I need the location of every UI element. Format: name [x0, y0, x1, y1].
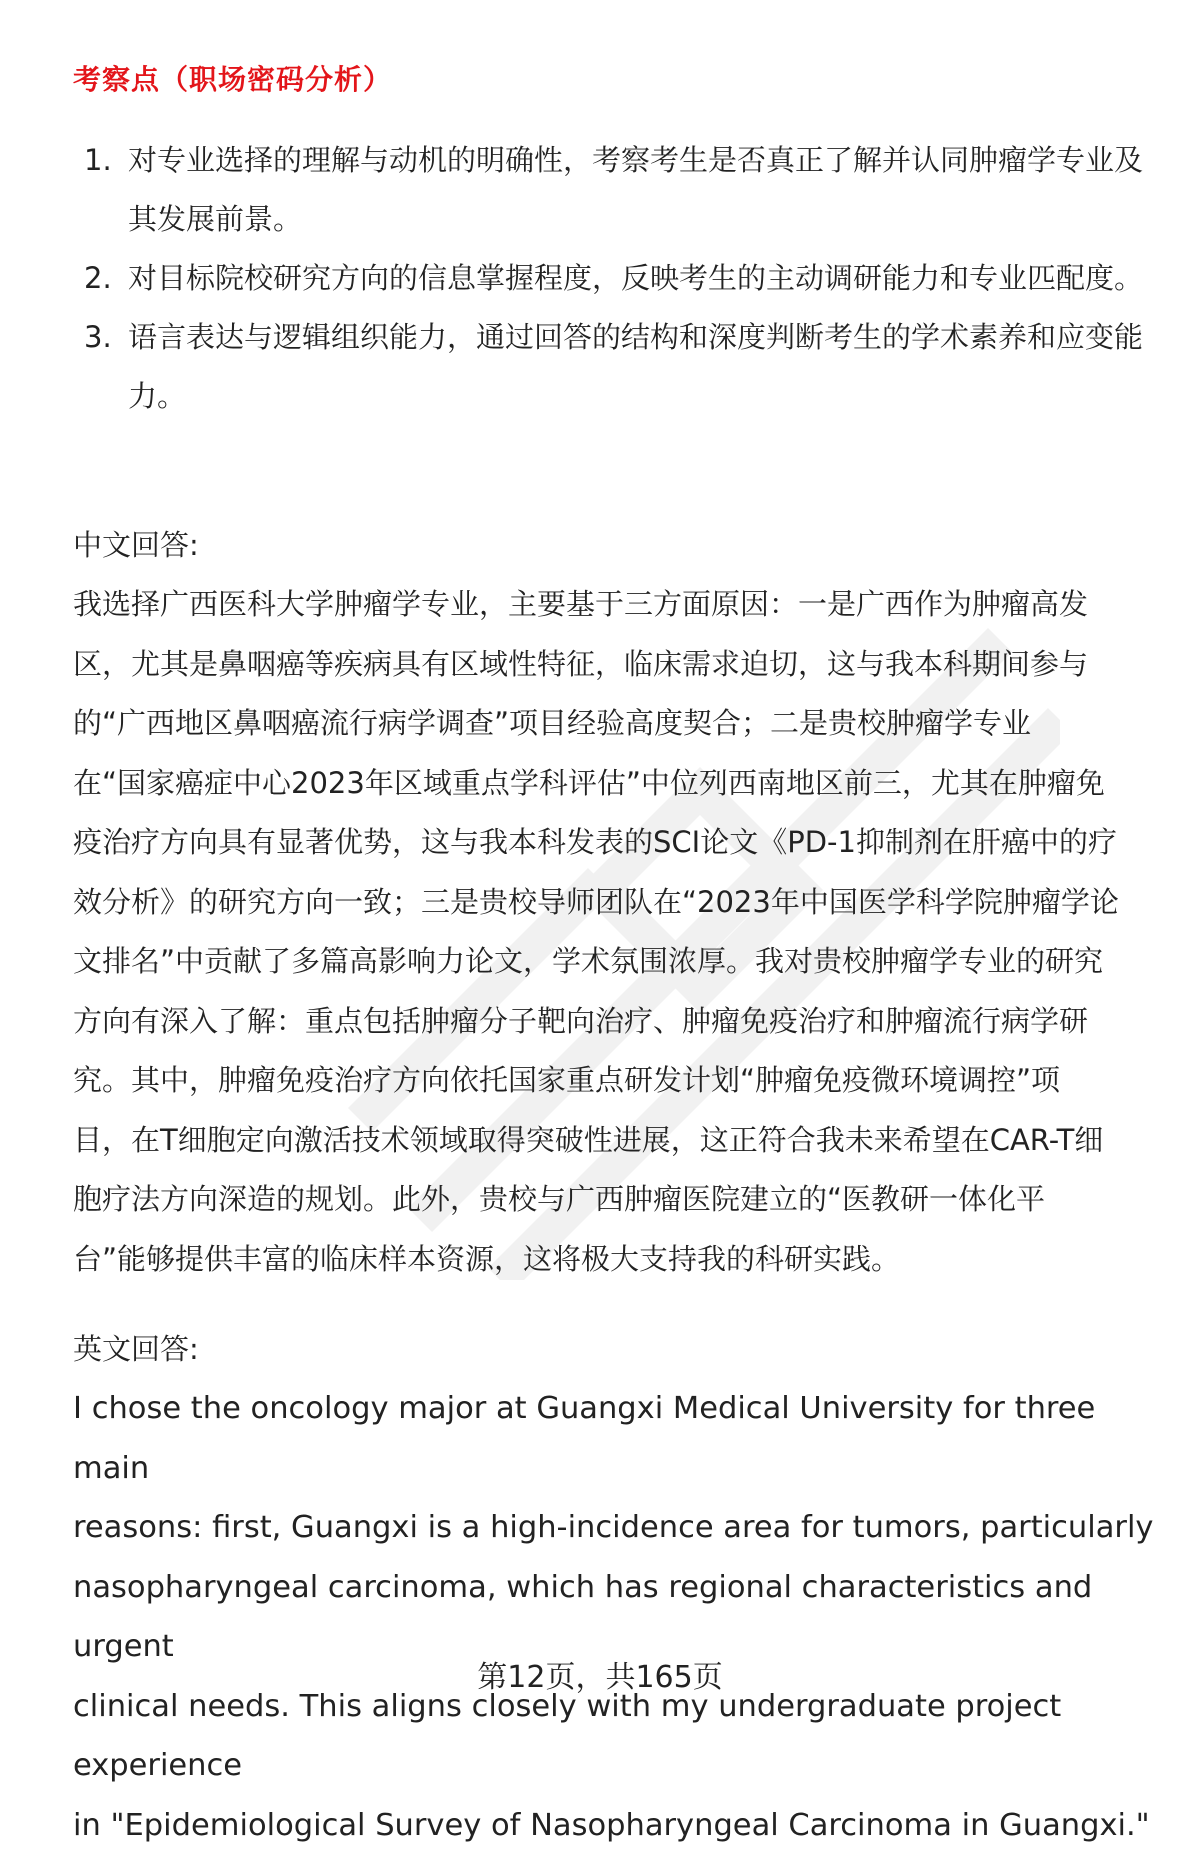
section-title: 考察点（职场密码分析）: [73, 58, 392, 98]
text-line: in "Epidemiological Survey of Nasopharyngeal Carcinoma in Guangxi.": [73, 1796, 1158, 1855]
page-number-footer: 第12页，共165页: [0, 1658, 1200, 1698]
text-line: 效分析》的研究方向一致；三是贵校导师团队在“2023年中国医学科学院肿瘤学论: [73, 873, 1158, 933]
list-item-number: 3.: [84, 308, 112, 367]
text-line: 目，在T细胞定向激活技术领域取得突破性进展，这正符合我未来希望在CAR-T细: [73, 1111, 1158, 1171]
text-line: nasopharyngeal carcinoma, which has regional characteristics and urgent: [73, 1558, 1158, 1677]
text-line: I chose the oncology major at Guangxi Medical University for three main: [73, 1379, 1158, 1498]
text-line: 胞疗法方向深造的规划。此外，贵校与广西肿瘤医院建立的“医教研一体化平: [73, 1170, 1158, 1230]
text-line: 台”能够提供丰富的临床样本资源，这将极大支持我的科研实践。: [73, 1230, 1158, 1290]
text-line: reasons: first, Guangxi is a high-incidence area for tumors, particularly: [73, 1498, 1158, 1558]
list-item: [73, 308, 1153, 426]
chinese-answer-heading: 中文回答:: [73, 516, 199, 575]
list-item-number: 1.: [84, 131, 112, 190]
text-line: 文排名”中贡献了多篇高影响力论文，学术氛围浓厚。我对贵校肿瘤学专业的研究: [73, 932, 1158, 992]
text-line: 区，尤其是鼻咽癌等疾病具有区域性特征，临床需求迫切，这与我本科期间参与: [73, 635, 1158, 695]
text-line: 我选择广西医科大学肿瘤学专业，主要基于三方面原因：一是广西作为肿瘤高发: [73, 575, 1158, 635]
list-item-text: 语言表达与逻辑组织能力，通过回答的结构和深度判断考生的学术素养和应变能力。: [128, 320, 1143, 413]
list-item: [73, 131, 1153, 249]
list-item-text: 对专业选择的理解与动机的明确性，考察考生是否真正了解并认同肿瘤学专业及其发展前景。: [128, 143, 1143, 236]
text-line: 疫治疗方向具有显著优势，这与我本科发表的SCI论文《PD-1抑制剂在肝癌中的疗: [73, 813, 1158, 873]
list-item: [73, 249, 1153, 308]
text-line: 的“广西地区鼻咽癌流行病学调查”项目经验高度契合；二是贵校肿瘤学专业: [73, 694, 1158, 754]
text-line: 方向有深入了解：重点包括肿瘤分子靶向治疗、肿瘤免疫治疗和肿瘤流行病学研: [73, 992, 1158, 1052]
list-item-text: 对目标院校研究方向的信息掌握程度，反映考生的主动调研能力和专业匹配度。: [128, 261, 1143, 295]
text-line: clinical needs. This aligns closely with my undergraduate project experience: [73, 1677, 1158, 1796]
english-answer-heading: 英文回答:: [73, 1320, 199, 1379]
chinese-answer-body: [73, 575, 1158, 1289]
text-line: 究。其中，肿瘤免疫治疗方向依托国家重点研发计划“肿瘤免疫微环境调控”项: [73, 1051, 1158, 1111]
text-line: 在“国家癌症中心2023年区域重点学科评估”中位列西南地区前三，尤其在肿瘤免: [73, 754, 1158, 814]
assessment-points-list: [73, 131, 1153, 426]
english-answer-body: [73, 1379, 1158, 1855]
list-item-number: 2.: [84, 249, 112, 308]
